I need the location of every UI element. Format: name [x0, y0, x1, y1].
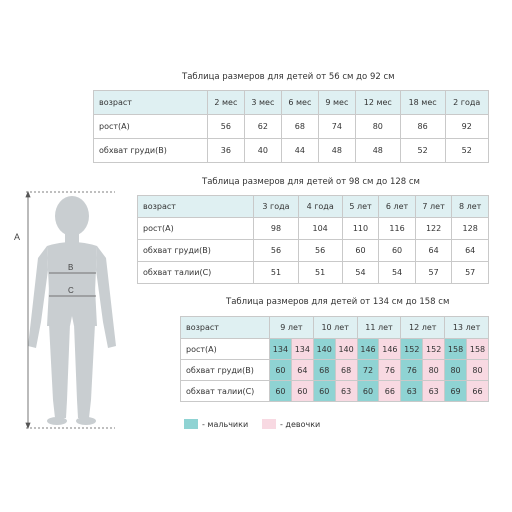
cell-girls: 64 [291, 360, 313, 381]
header-cell: 9 мес [318, 91, 355, 115]
row-label: обхват талии(С) [138, 262, 254, 284]
child-silhouette [28, 196, 116, 425]
header-cell: 6 мес [281, 91, 318, 115]
cell: 51 [298, 262, 342, 284]
cell-boys: 146 [357, 339, 379, 360]
legend-boys [184, 419, 248, 429]
table1-title: Таблица размеров для детей от 56 см до 92 см [182, 72, 395, 82]
row-label: обхват груди(В) [181, 360, 270, 381]
cell: 86 [400, 115, 445, 139]
cell: 51 [254, 262, 298, 284]
header-cell: 3 мес [244, 91, 281, 115]
header-cell: 18 мес [400, 91, 445, 115]
cell: 56 [254, 240, 298, 262]
table-row [94, 139, 489, 163]
boys-swatch [184, 419, 198, 429]
cell-boys: 134 [270, 339, 292, 360]
label-b: B [68, 263, 74, 272]
header-cell: 7 лет [415, 196, 452, 218]
header-cell: 4 года [298, 196, 342, 218]
header-cell: возраст [138, 196, 254, 218]
cell: 52 [400, 139, 445, 163]
cell: 104 [298, 218, 342, 240]
header-cell: 6 лет [379, 196, 416, 218]
legend-girls-label: - девочки [280, 419, 321, 429]
header-cell: 13 лет [445, 317, 489, 339]
cell-girls: 63 [423, 381, 445, 402]
cell-girls: 140 [335, 339, 357, 360]
cell-girls: 80 [467, 360, 489, 381]
cell-boys: 152 [401, 339, 423, 360]
cell: 74 [318, 115, 355, 139]
table-row [138, 240, 489, 262]
cell: 56 [207, 115, 244, 139]
row-label: рост(А) [94, 115, 208, 139]
cell-girls: 146 [379, 339, 401, 360]
table-row [94, 115, 489, 139]
cell-boys: 60 [313, 381, 335, 402]
header-cell: возраст [181, 317, 270, 339]
cell-boys: 68 [313, 360, 335, 381]
cell-girls: 152 [423, 339, 445, 360]
cell: 57 [452, 262, 489, 284]
cell-boys: 63 [401, 381, 423, 402]
cell: 68 [281, 115, 318, 139]
size-table-98-128 [137, 195, 489, 284]
header-cell: 3 года [254, 196, 298, 218]
cell: 48 [318, 139, 355, 163]
cell: 62 [244, 115, 281, 139]
cell: 80 [355, 115, 400, 139]
header-cell: 12 лет [401, 317, 445, 339]
row-label: обхват талии(С) [181, 381, 270, 402]
cell-girls: 134 [291, 339, 313, 360]
legend-boys-label: - мальчики [202, 419, 249, 429]
cell: 116 [379, 218, 416, 240]
girls-swatch [262, 419, 276, 429]
cell: 54 [379, 262, 416, 284]
header-cell: 2 года [445, 91, 488, 115]
cell: 64 [415, 240, 452, 262]
table2-title: Таблица размеров для детей от 98 см до 128 см [202, 177, 420, 187]
header-cell: 12 мес [355, 91, 400, 115]
header-cell: 8 лет [452, 196, 489, 218]
row-label: обхват груди(В) [138, 240, 254, 262]
table-row [181, 360, 489, 381]
header-cell: 9 лет [270, 317, 314, 339]
cell: 44 [281, 139, 318, 163]
cell-girls: 60 [291, 381, 313, 402]
cell: 110 [342, 218, 379, 240]
cell: 40 [244, 139, 281, 163]
size-table-134-158 [180, 316, 489, 402]
cell-boys: 69 [445, 381, 467, 402]
cell: 128 [452, 218, 489, 240]
cell-girls: 66 [467, 381, 489, 402]
cell-boys: 158 [445, 339, 467, 360]
cell-boys: 60 [357, 381, 379, 402]
table-row [181, 339, 489, 360]
header-cell: 10 лет [313, 317, 357, 339]
cell-boys: 72 [357, 360, 379, 381]
cell: 60 [342, 240, 379, 262]
cell-girls: 68 [335, 360, 357, 381]
header-cell: 11 лет [357, 317, 401, 339]
cell-boys: 140 [313, 339, 335, 360]
cell-girls: 76 [379, 360, 401, 381]
cell: 60 [379, 240, 416, 262]
cell-girls: 158 [467, 339, 489, 360]
legend-girls [262, 419, 320, 429]
cell: 92 [445, 115, 488, 139]
cell-boys: 76 [401, 360, 423, 381]
cell-boys: 60 [270, 360, 292, 381]
cell: 64 [452, 240, 489, 262]
cell-boys: 80 [445, 360, 467, 381]
cell: 56 [298, 240, 342, 262]
row-label: рост(А) [181, 339, 270, 360]
label-a: A [14, 232, 21, 242]
cell-girls: 66 [379, 381, 401, 402]
table-row [138, 262, 489, 284]
table-row [138, 218, 489, 240]
label-c: C [68, 286, 74, 295]
header-cell: возраст [94, 91, 208, 115]
table-row [181, 381, 489, 402]
cell-boys: 60 [270, 381, 292, 402]
cell: 57 [415, 262, 452, 284]
cell: 52 [445, 139, 488, 163]
size-table-56-92 [93, 90, 489, 163]
header-cell: 5 лет [342, 196, 379, 218]
row-label: рост(А) [138, 218, 254, 240]
row-label: обхват груди(В) [94, 139, 208, 163]
cell: 54 [342, 262, 379, 284]
table3-title: Таблица размеров для детей от 134 см до 158 см [226, 297, 450, 307]
cell: 48 [355, 139, 400, 163]
cell: 36 [207, 139, 244, 163]
header-cell: 2 мес [207, 91, 244, 115]
cell: 122 [415, 218, 452, 240]
cell-girls: 63 [335, 381, 357, 402]
cell: 98 [254, 218, 298, 240]
cell-girls: 80 [423, 360, 445, 381]
